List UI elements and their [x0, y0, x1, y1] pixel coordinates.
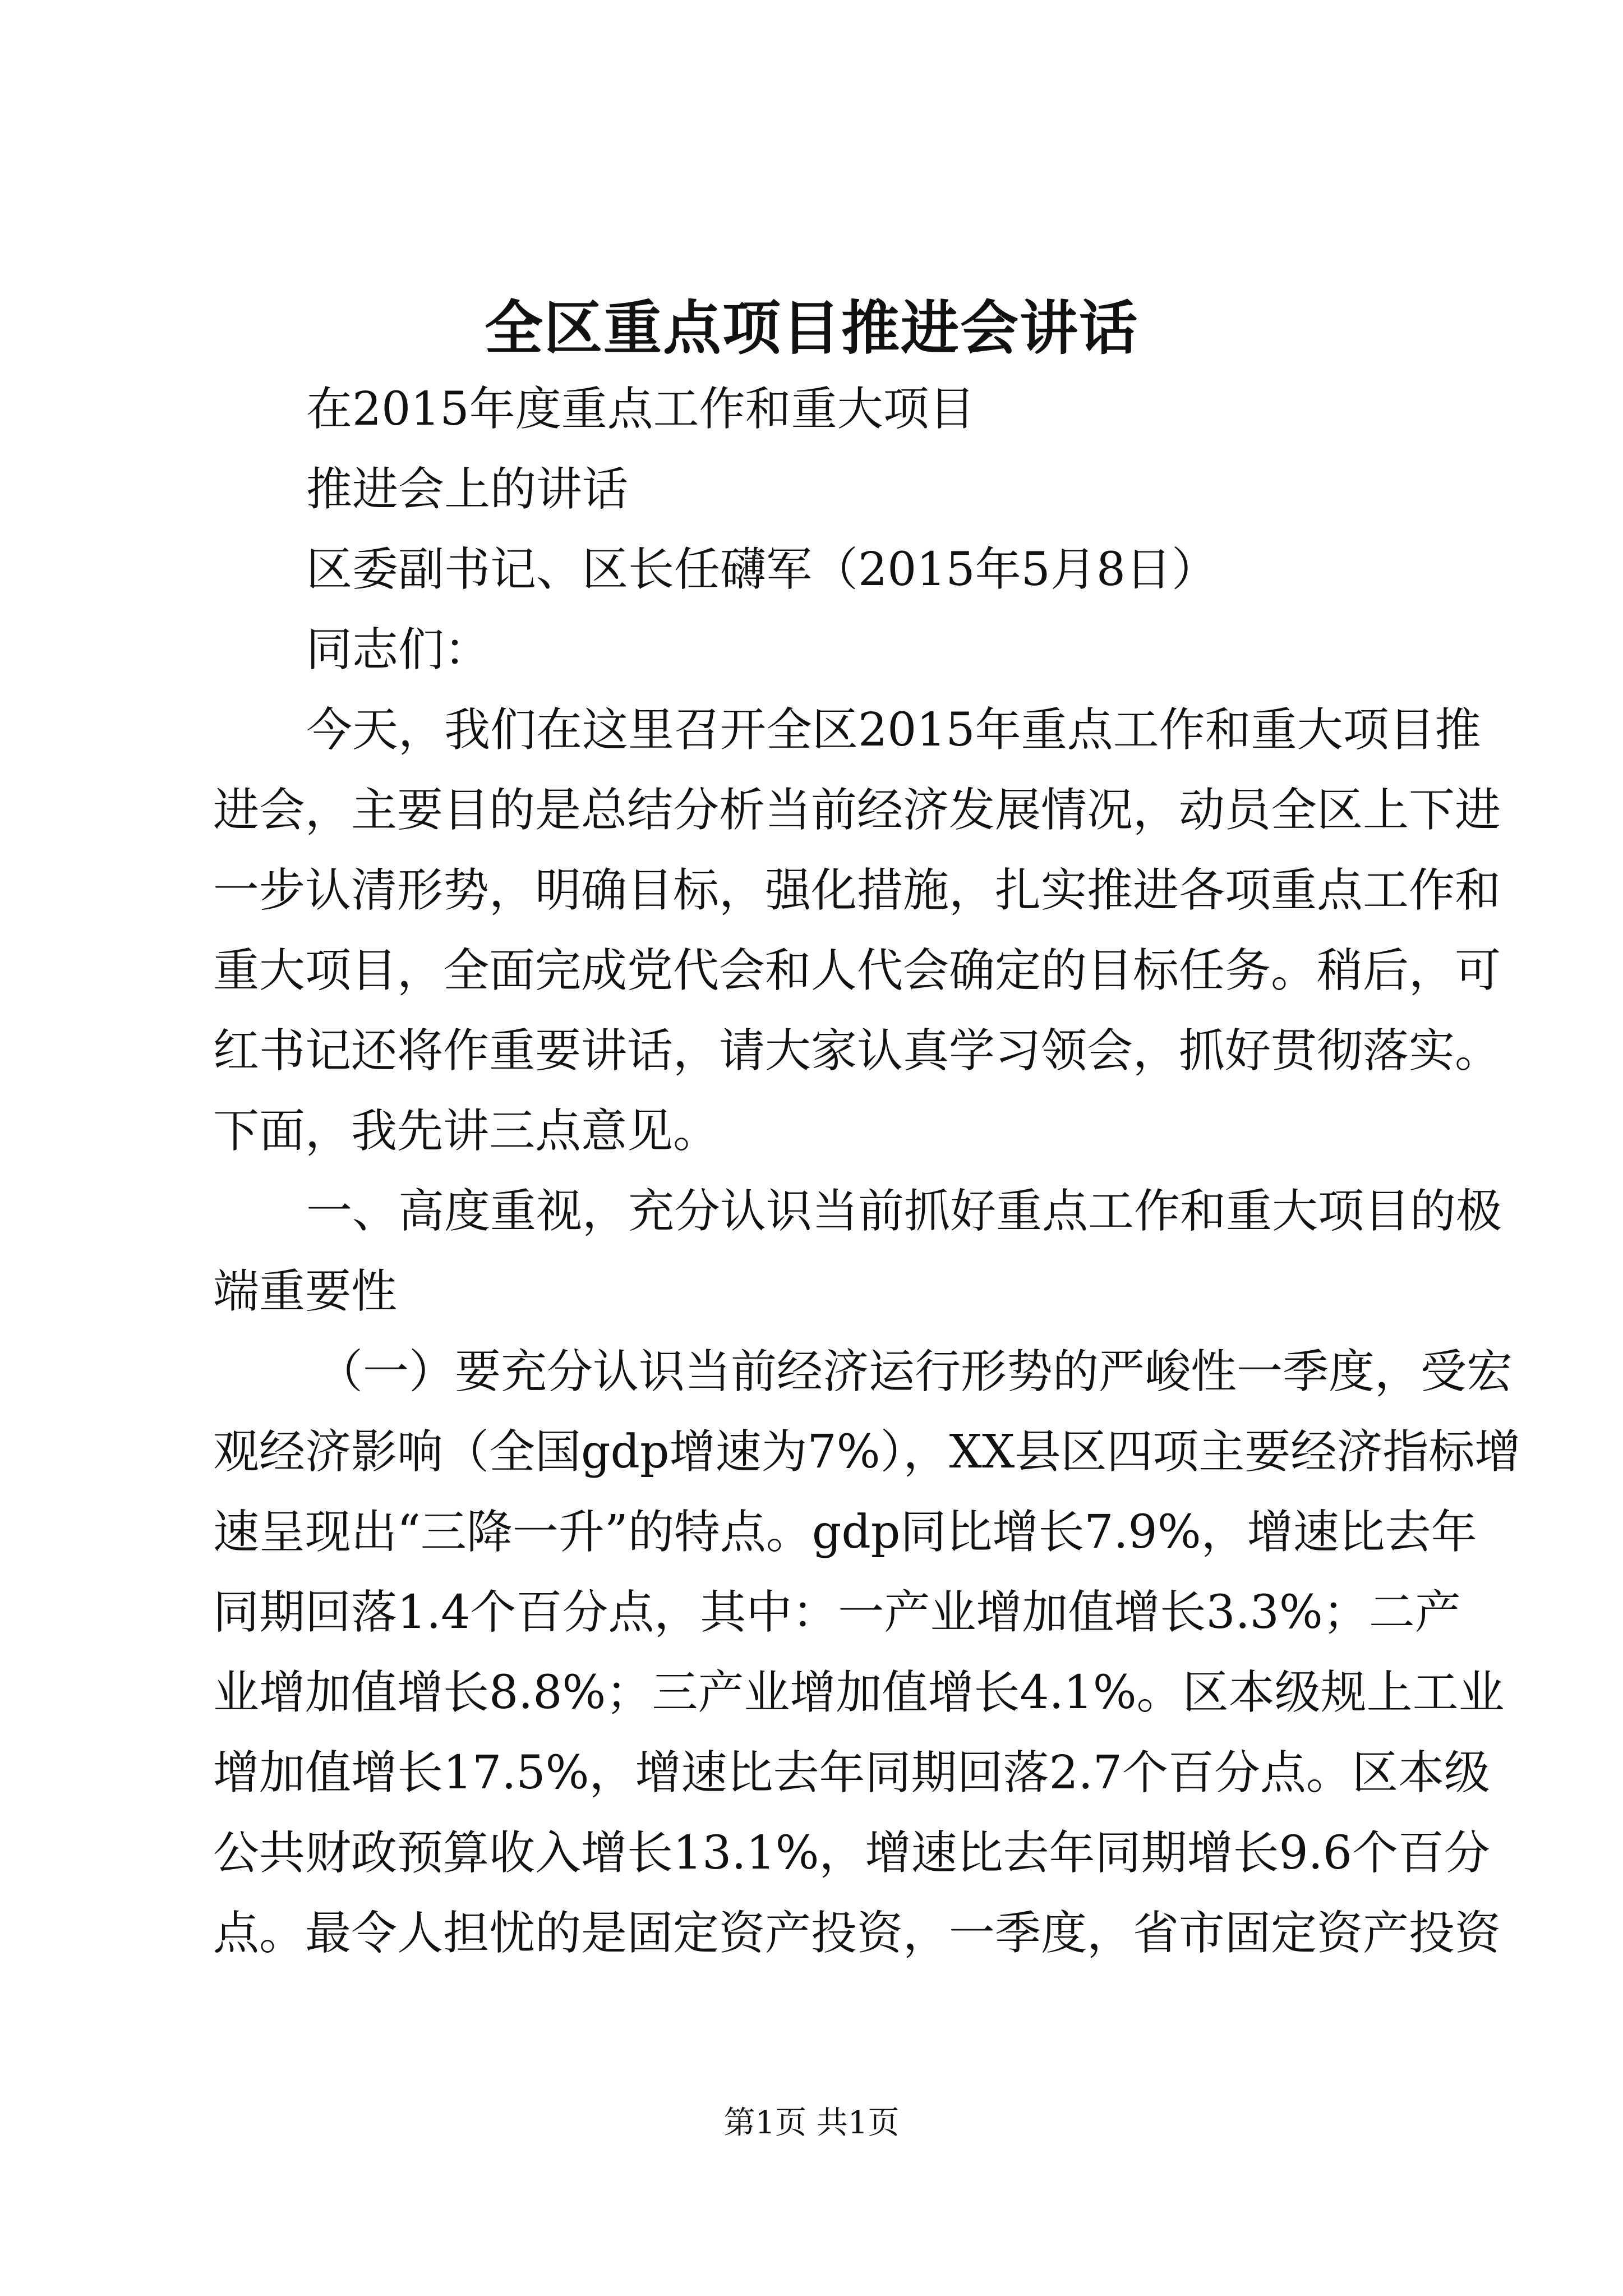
body-line: 点。最令人担忧的是固定资产投资，一季度，省市固定资产投资 — [213, 1907, 1501, 1960]
body-line: 业增加值增长8.8%；三产业增加值增长4.1%。区本级规上工业 — [213, 1666, 1505, 1719]
body-line: 下面，我先讲三点意见。 — [213, 1105, 720, 1158]
subtitle-line-2: 推进会上的讲话 — [306, 463, 629, 516]
body-line: 增加值增长17.5%，增速比去年同期回落2.7个百分点。区本级 — [213, 1746, 1490, 1800]
body-line: 观经济影响（全国gdp增速为7%），XX县区四项主要经济指标增 — [213, 1425, 1521, 1479]
body-line: 今天，我们在这里召开全区2015年重点工作和重大项目推 — [306, 703, 1481, 757]
document-title: 全区重点项目推进会讲话 — [484, 293, 1138, 362]
page-footer: 第1页 共1页 — [723, 2105, 900, 2141]
body-line: 红书记还将作重要讲话，请大家认真学习领会，抓好贯彻落实。 — [213, 1024, 1501, 1078]
section-heading-cont: 端重要性 — [213, 1265, 398, 1318]
salutation: 同志们： — [306, 623, 491, 677]
body-line: 进会，主要目的是总结分析当前经济发展情况，动员全区上下进 — [213, 784, 1501, 837]
speaker-line: 区委副书记、区长任礴军（2015年5月8日） — [306, 543, 1218, 596]
body-line: 公共财政预算收入增长13.1%，增速比去年同期增长9.6个百分 — [213, 1826, 1490, 1880]
body-line: 重大项目，全面完成党代会和人代会确定的目标任务。稍后，可 — [213, 944, 1501, 997]
subtitle-line-1: 在2015年度重点工作和重大项目 — [306, 383, 975, 436]
subsection-line: （一）要充分认识当前经济运行形势的严峻性一季度，受宏 — [317, 1345, 1513, 1398]
body-line: 一步认清形势，明确目标，强化措施，扎实推进各项重点工作和 — [213, 864, 1501, 917]
body-line: 同期回落1.4个百分点，其中：一产业增加值增长3.3%；二产 — [213, 1586, 1461, 1639]
body-line: 速呈现出“三降一升”的特点。gdp同比增长7.9%，增速比去年 — [213, 1506, 1477, 1559]
section-heading: 一、高度重视，充分认识当前抓好重点工作和重大项目的极 — [306, 1185, 1502, 1238]
